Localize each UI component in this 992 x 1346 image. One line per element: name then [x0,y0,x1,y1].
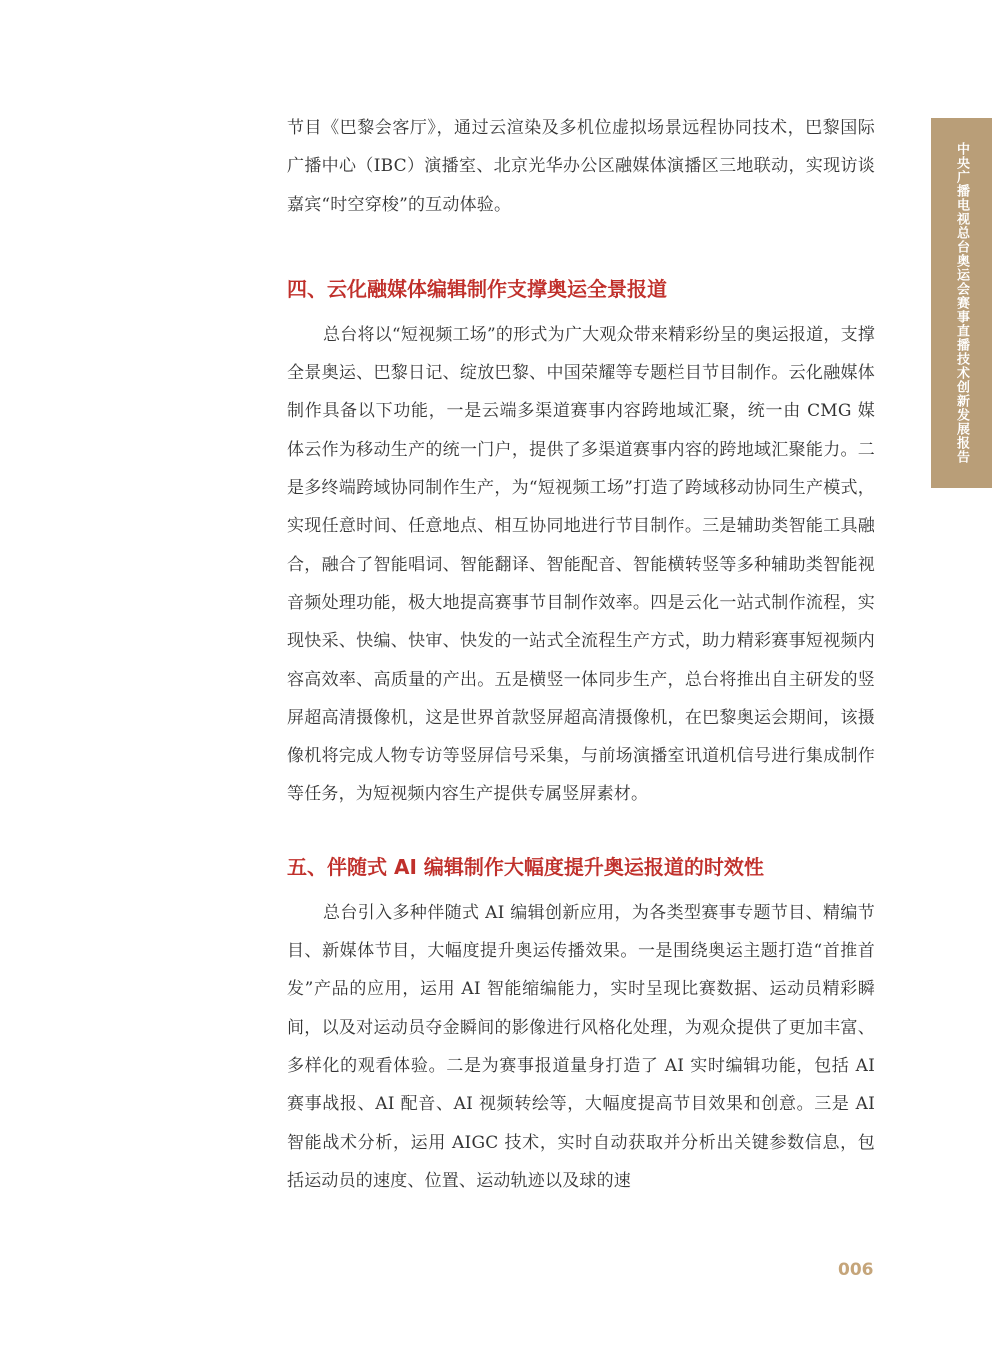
section-5-paragraph: 总台引入多种伴随式 AI 编辑创新应用，为各类型赛事专题节目、精编节目、新媒体节目，大幅度提升奥运传播效果。一是围绕奥运主题打造“首推首发”产品的应用，运用 AI 智能缩编能力，实时呈现比赛数据、运动员精彩瞬间，以及对运动员夺金瞬间的影像进行风格化处理，为观众提供了更加丰富、多样化的观看体验。二是为赛事报道量身打造了 AI 实时编辑功能，包括 AI 赛事战报、AI 配音、AI 视频转绘等，大幅度提高节目效果和创意。三是 AI 智能战术分析，运用 AIGC 技术，实时自动获取并分析出关键参数信息，包括运动员的速度、位置、运动轨迹以及球的速 [287,902,875,1191]
page-number: 006 [838,1260,874,1280]
report-title-label: 中央广播电视总台奥运会赛事直播技术创新发展报告 [954,142,969,464]
section-5-heading: 五、伴随式 AI 编辑制作大幅度提升奥运报道的时效性 [287,854,764,879]
article-body [287,109,875,1200]
section-4-heading: 四、云化融媒体编辑制作支撑奥运全景报道 [287,276,667,301]
intro-paragraph: 节目《巴黎会客厅》，通过云渲染及多机位虚拟场景远程协同技术，巴黎国际广播中心（IBC）演播室、北京光华办公区融媒体演播区三地联动，实现访谈嘉宾“时空穿梭”的互动体验。 [287,118,875,215]
report-title-side-tab [931,118,992,488]
section-4-paragraph: 总台将以“短视频工场”的形式为广大观众带来精彩纷呈的奥运报道，支撑全景奥运、巴黎日记、绽放巴黎、中国荣耀等专题栏目节目制作。云化融媒体制作具备以下功能，一是云端多渠道赛事内容跨地域汇聚，统一由 CMG 媒体云作为移动生产的统一门户，提供了多渠道赛事内容的跨地域汇聚能力。二是多终端跨域协同制作生产，为“短视频工场”打造了跨域移动协同生产模式，实现任意时间、任意地点、相互协同地进行节目制作。三是辅助类智能工具融合，融合了智能唱词、智能翻译、智能配音、智能横转竖等多种辅助类智能视音频处理功能，极大地提高赛事节目制作效率。四是云化一站式制作流程，实现快采、快编、快审、快发的一站式全流程生产方式，助力精彩赛事短视频内容高效率、高质量的产出。五是横竖一体同步生产，总台将推出自主研发的竖屏超高清摄像机，这是世界首款竖屏超高清摄像机，在巴黎奥运会期间，该摄像机将完成人物专访等竖屏信号采集，与前场演播室讯道机信号进行集成制作等任务，为短视频内容生产提供专属竖屏素材。 [287,324,875,805]
